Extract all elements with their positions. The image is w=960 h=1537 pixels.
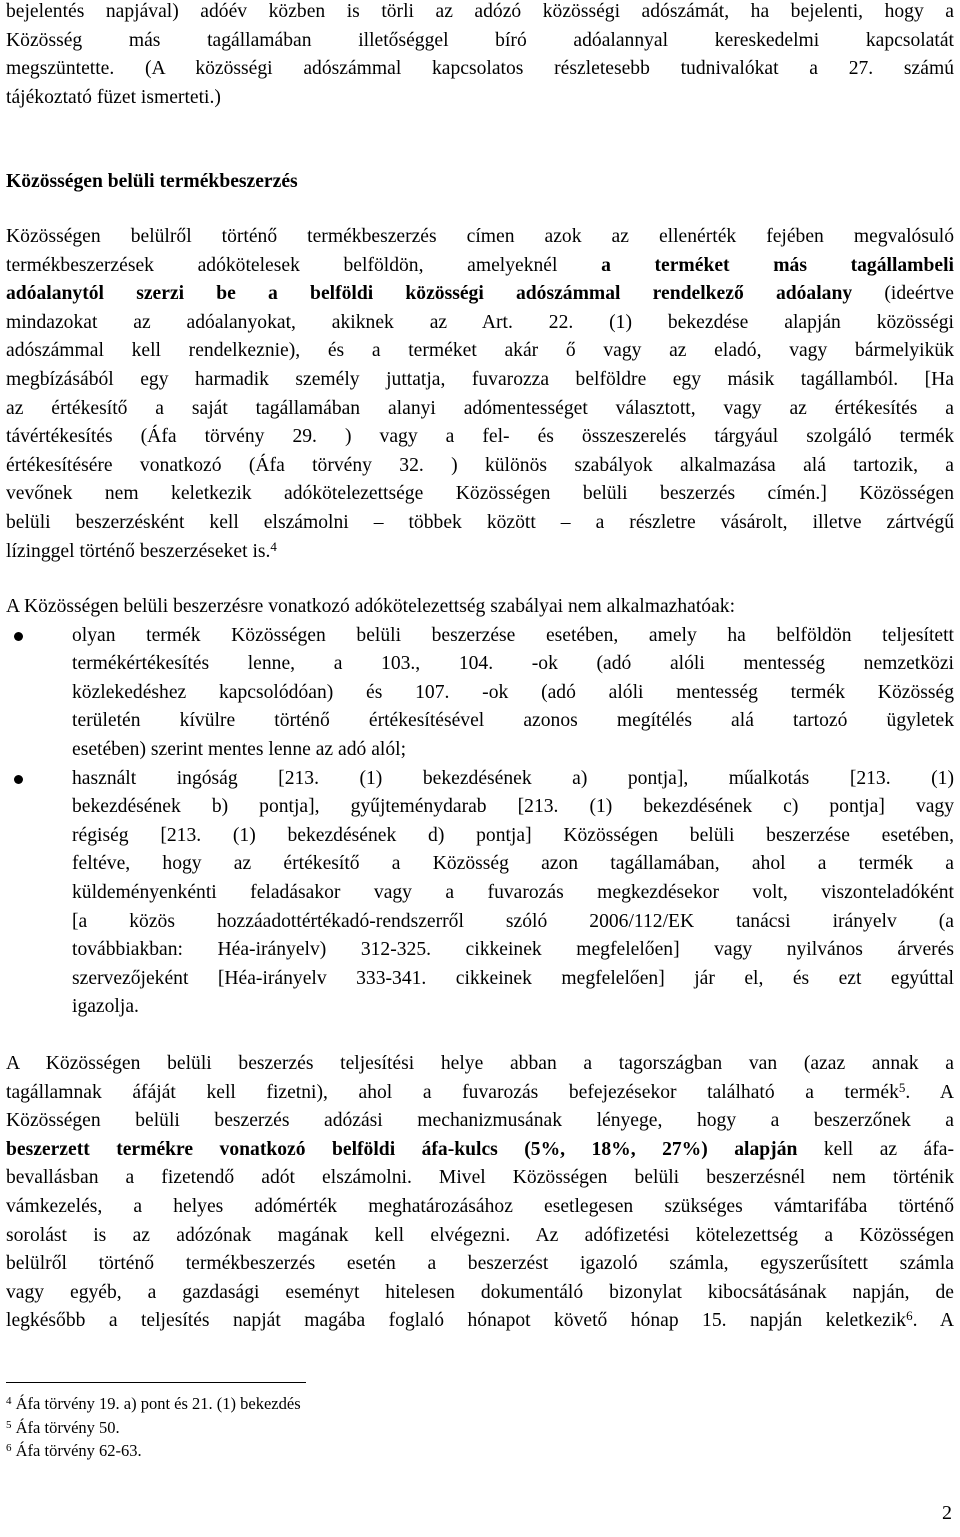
- text-line: tájékoztató füzet ismerteti.): [6, 86, 221, 108]
- text-line: szervezőjeként [Héa-irányelv 333-341. cikkeinek megfelelően] jár el, és ezt egyúttal: [72, 967, 954, 989]
- text-run: legkésőbb a teljesítés napját magába foglaló hónapot követő hónap 15. napján keletkezik: [6, 1310, 907, 1332]
- text-line: esetében) szerint mentes lenne az adó alól;: [72, 739, 407, 761]
- text-line: az értékesítő a saját tagállamában alanyi adómentességet választott, vagy az értékesítés a: [6, 397, 954, 419]
- text-line: [6, 1307, 954, 1336]
- text-line: termékértékesítés lenne, a 103., 104. -ok (adó alóli mentesség nemzetközi: [72, 653, 954, 675]
- text-line: bejelentés napjával) adóév közben is törli az adózó közösségi adószámát, ha bejelenti, hogy a: [6, 1, 954, 22]
- text-line: [6, 538, 954, 567]
- footnote-number: 6: [6, 1442, 12, 1454]
- text-line: vagy egyéb, a gazdasági eseményt hitelesen dokumentáló bizonylat kibocsátásának napján, de: [6, 1281, 954, 1303]
- text-line: [6, 1136, 954, 1165]
- text-line: továbbiakban: Héa-irányelv) 312-325. cikkeinek megfelelően] vagy nyilvános árverés: [72, 939, 954, 961]
- text-run: . A: [905, 1081, 954, 1103]
- text-line: belülről történő termékbeszerzés esetén a beszerzést igazoló számla, egyszerűsített számla: [6, 1253, 954, 1275]
- footnote-ref: 6: [906, 1308, 913, 1324]
- document-page: [6, 0, 954, 1336]
- text-line: sorolást is az adózónak magának kell elvégezni. Az adófizetési kötelezettség a Közösségen: [6, 1224, 954, 1246]
- footnote-number: 4: [6, 1395, 12, 1407]
- text-line: megbízásából egy harmadik személy juttatja, fuvarozza belföldre egy másik tagállamból. [Ha: [6, 368, 954, 390]
- text-line: [a közös hozzáadottértékadó-rendszerről szóló 2006/112/EK tanácsi irányelv (a: [72, 910, 954, 932]
- footnote-ref: 5: [898, 1079, 906, 1095]
- footnote-ref: 4: [270, 538, 277, 554]
- text-line: mindazokat az adóalanyokat, akiknek az Art. 22. (1) bekezdése alapján közösségi: [6, 311, 954, 333]
- text-run: lízinggel történő beszerzéseket is.: [6, 540, 271, 562]
- text-run: kell az áfa-: [797, 1138, 954, 1160]
- text-run: tagállamnak áfáját kell fizetni), ahol a fuvarozás befejezésekor található a termék: [6, 1081, 899, 1103]
- text-line: feltéve, hogy az értékesítő a Közösség azon tagállamában, ahol a termék a: [72, 853, 954, 875]
- footnote: [6, 1416, 301, 1440]
- text-line: vámkezelés, a helyes adómérték meghatározásához esetlegesen szükséges vámtarifába történő: [6, 1195, 954, 1217]
- text-line: [6, 252, 954, 281]
- list-item: [6, 622, 954, 765]
- bullet-icon: [14, 632, 23, 641]
- text-line: A Közösségen belüli beszerzés teljesítési helye abban a tagországban van (azaz annak a: [6, 1053, 954, 1074]
- text-line: közlekedéshez kapcsolódóan) és 107. -ok (adó alóli mentesség termék Közösség: [72, 681, 954, 703]
- text-line: értékesítésére vonatkozó (Áfa törvény 32. ) különös szabályok alkalmazása alá tartozik, a: [6, 454, 954, 476]
- text-line: régiség [213. (1) bekezdésének d) pontja] Közösségen belüli beszerzése esetében,: [72, 824, 954, 846]
- bold-text: a terméket más tagállambeli: [601, 254, 954, 276]
- text-line: bevallásban a fizetendő adót elszámolni. Mivel Közösségen belüli beszerzésnél nem történik: [6, 1167, 954, 1189]
- footnote-separator: [6, 1382, 306, 1383]
- text-line: Közösség más tagállamában illetőséggel bíró adóalannyal kereskedelmi kapcsolatát: [6, 29, 954, 51]
- footnote: [6, 1392, 301, 1416]
- bold-text: adóalanytól szerzi be a belföldi közösségi adószámmal rendelkező adóalany: [6, 283, 853, 305]
- text-line: adószámmal kell rendelkeznie), és a terméket akár ő vagy az eladó, vagy bármelyikük: [6, 340, 954, 362]
- page-number: 2: [942, 1502, 952, 1524]
- footnote-text: Áfa törvény 19. a) pont és 21. (1) bekezdés: [11, 1394, 301, 1413]
- footnote-text: Áfa törvény 62-63.: [11, 1441, 142, 1460]
- text-run: termékbeszerzések adókötelesek belföldön, amelyeknél: [6, 254, 602, 276]
- list-item: [6, 765, 954, 1022]
- text-line: igazolja.: [72, 996, 139, 1018]
- text-line: [6, 1079, 954, 1108]
- text-line: [6, 280, 954, 309]
- text-line: küldeményenkénti feladásakor vagy a fuvarozás megkezdésekor volt, viszonteladóként: [72, 882, 954, 904]
- text-line: használt ingóság [213. (1) bekezdésének a) pontja], műalkotás [213. (1): [72, 767, 954, 789]
- paragraph-intra-community-acquisition: [6, 223, 954, 566]
- footnote-text: Áfa törvény 50.: [11, 1417, 120, 1437]
- bullet-icon: [14, 775, 23, 784]
- intro-paragraph: [6, 0, 954, 112]
- text-line: megszüntette. (A közösségi adószámmal kapcsolatos részletesebb tudnivalókat a 27. számú: [6, 58, 954, 80]
- text-run: . A: [912, 1310, 954, 1332]
- footnote-number: 5: [6, 1418, 12, 1431]
- section-heading: Közösségen belüli termékbeszerzés: [6, 171, 298, 193]
- paragraph-place-of-supply: [6, 1050, 954, 1336]
- footnote: [6, 1439, 301, 1463]
- text-run: (ideértve: [852, 283, 954, 305]
- text-line: Közösségen belülről történő termékbeszerzés címen azok az ellenérték fejében megvalósuló: [6, 225, 954, 247]
- text-line: területén kívülre történő értékesítésével azonos megítélés alá tartozó ügyletek: [72, 710, 954, 732]
- text-line: távértékesítés (Áfa törvény 29. ) vagy a fel- és összeszerelés tárgyául szolgáló termék: [6, 426, 954, 448]
- paragraph-exceptions-intro: A Közösségen belüli beszerzésre vonatkozó adókötelezettség szabályai nem alkalmazhatóak:: [6, 596, 736, 618]
- text-line: bekezdésének b) pontja], gyűjteménydarab [213. (1) bekezdésének c) pontja] vagy: [72, 796, 954, 818]
- text-line: vevőnek nem keletkezik adókötelezettsége Közösségen belüli beszerzés címén.] Közösségen: [6, 483, 954, 505]
- bold-text: beszerzett termékre vonatkozó belföldi áfa-kulcs (5%, 18%, 27%) alapján: [6, 1138, 798, 1160]
- exceptions-list: [6, 622, 954, 1022]
- text-line: Közösségen belüli beszerzés adózási mechanizmusának lényege, hogy a beszerzőnek a: [6, 1110, 954, 1132]
- text-line: olyan termék Közösségen belüli beszerzése esetében, amely ha belföldön teljesített: [72, 624, 954, 646]
- footnotes: [6, 1392, 301, 1463]
- text-line: belüli beszerzésként kell elszámolni – többek között – a részletre vásárolt, illetve zártvégű: [6, 511, 954, 533]
